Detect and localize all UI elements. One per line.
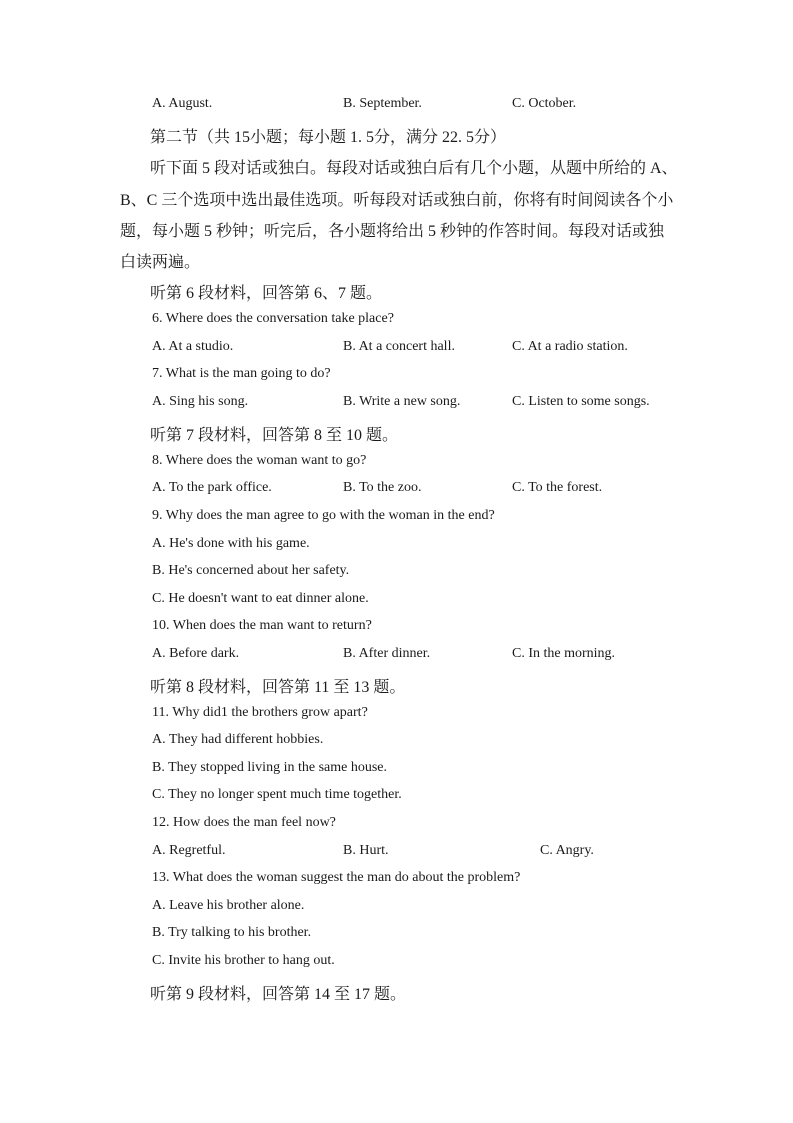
q8-option-a: A. To the park office. — [152, 480, 272, 495]
q6-option-a: A. At a studio. — [152, 339, 234, 354]
q11-option-a: A. They had different hobbies. — [152, 732, 324, 747]
question-11: 11. Why did1 the brothers grow apart? — [152, 705, 368, 720]
q7-option-a: A. Sing his song. — [152, 394, 249, 409]
q12-option-c: C. Angry. — [540, 843, 594, 858]
q10-option-c: C. In the morning. — [512, 646, 616, 661]
instruction-line: 白读两遍。 — [120, 254, 201, 271]
prev-option-c: C. October. — [512, 96, 577, 111]
q8-option-b: B. To the zoo. — [343, 480, 422, 495]
q9-option-c: C. He doesn't want to eat dinner alone. — [152, 591, 369, 606]
question-9: 9. Why does the man agree to go with the woman in the end? — [152, 508, 495, 523]
q6-option-b: B. At a concert hall. — [343, 339, 455, 354]
q6-option-c: C. At a radio station. — [512, 339, 628, 354]
group-heading: 听第 8 段材料，回答第 11 至 13 题。 — [150, 679, 406, 696]
q12-option-a: A. Regretful. — [152, 843, 226, 858]
q8-option-c: C. To the forest. — [512, 480, 603, 495]
q13-option-b: B. Try talking to his brother. — [152, 925, 312, 940]
prev-option-a: A. August. — [152, 96, 213, 111]
question-10: 10. When does the man want to return? — [152, 618, 372, 633]
q10-option-b: B. After dinner. — [343, 646, 431, 661]
instruction-line: B、C 三个选项中选出最佳选项。听每段对话或独白前，你将有时间阅读各个小 — [120, 192, 674, 209]
question-12: 12. How does the man feel now? — [152, 815, 336, 830]
section-header: 第二节（共 15小题；每小题 1. 5分，满分 22. 5分） — [150, 129, 507, 146]
question-13: 13. What does the woman suggest the man do about the problem? — [152, 870, 521, 885]
q13-option-a: A. Leave his brother alone. — [152, 898, 305, 913]
instruction-line: 听下面 5 段对话或独白。每段对话或独白后有几个小题，从题中所给的 A、 — [150, 160, 678, 177]
q7-option-c: C. Listen to some songs. — [512, 394, 650, 409]
question-6: 6. Where does the conversation take place? — [152, 311, 394, 326]
q7-option-b: B. Write a new song. — [343, 394, 461, 409]
question-7: 7. What is the man going to do? — [152, 366, 331, 381]
prev-option-b: B. September. — [343, 96, 422, 111]
instruction-line: 题，每小题 5 秒钟；听完后，各小题将给出 5 秒钟的作答时间。每段对话或独 — [120, 223, 665, 240]
group-heading: 听第 6 段材料，回答第 6、7 题。 — [150, 285, 383, 302]
q13-option-c: C. Invite his brother to hang out. — [152, 953, 335, 968]
q12-option-b: B. Hurt. — [343, 843, 389, 858]
q10-option-a: A. Before dark. — [152, 646, 240, 661]
group-heading: 听第 9 段材料，回答第 14 至 17 题。 — [150, 986, 407, 1003]
q9-option-a: A. He's done with his game. — [152, 536, 310, 551]
group-heading: 听第 7 段材料，回答第 8 至 10 题。 — [150, 427, 399, 444]
question-8: 8. Where does the woman want to go? — [152, 453, 367, 468]
q11-option-b: B. They stopped living in the same house. — [152, 760, 387, 775]
q11-option-c: C. They no longer spent much time together. — [152, 787, 402, 802]
q9-option-b: B. He's concerned about her safety. — [152, 563, 350, 578]
